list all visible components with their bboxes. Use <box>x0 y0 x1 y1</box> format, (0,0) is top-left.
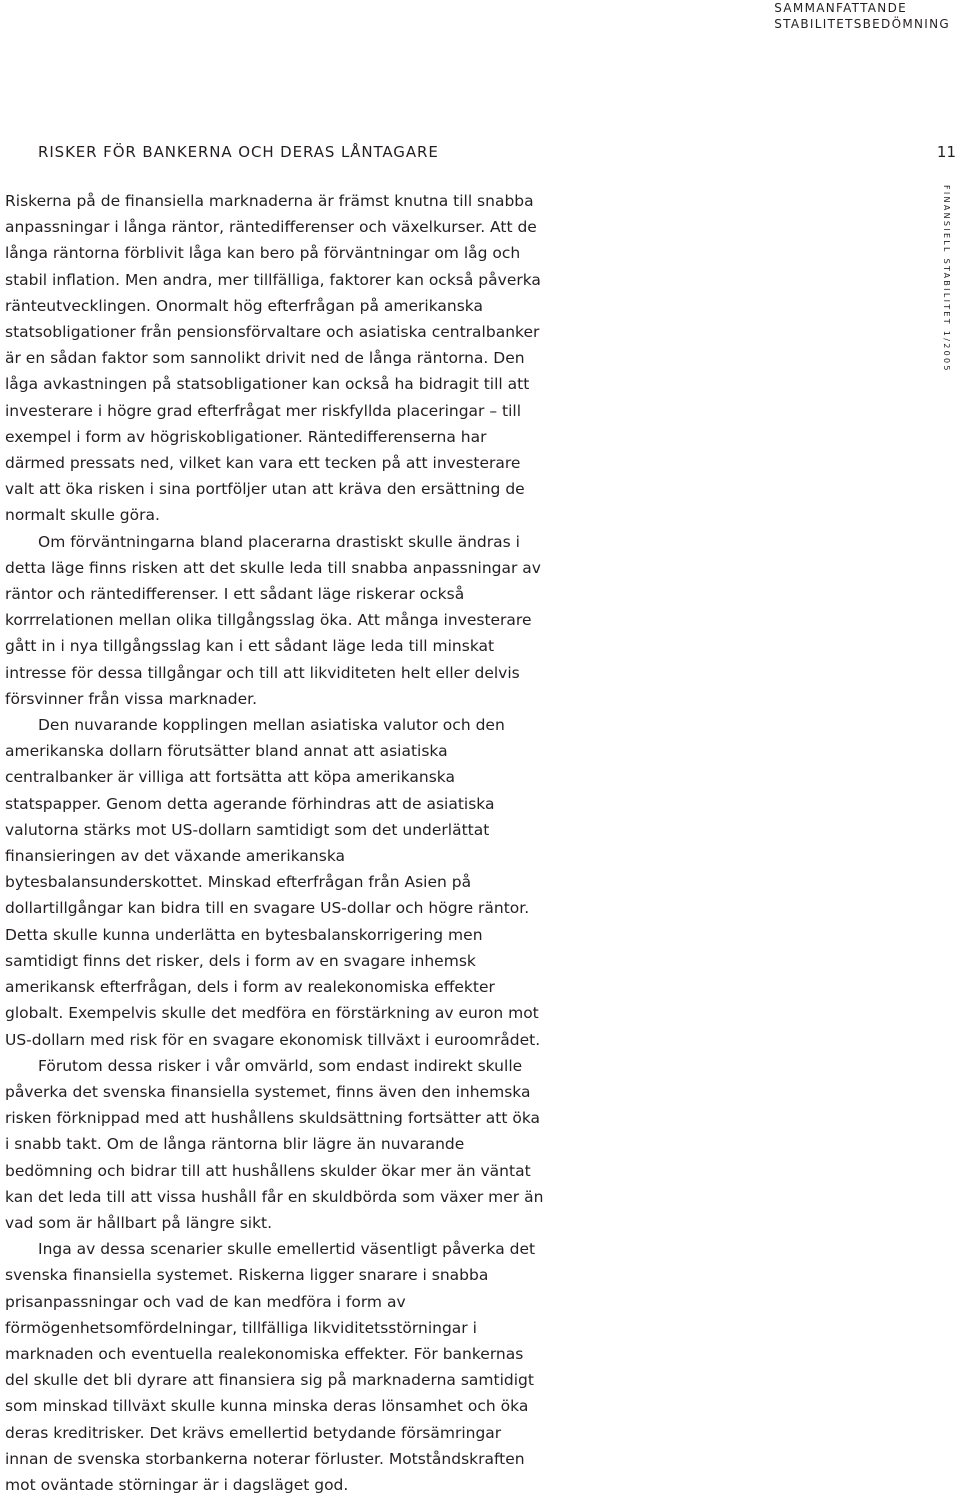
body-text <box>5 188 545 1498</box>
section-heading: RISKER FÖR BANKERNA OCH DERAS LÅNTAGARE <box>38 143 439 161</box>
page-number: 11 <box>936 143 956 161</box>
paragraph-4: Förutom dessa risker i vår omvärld, som endast indirekt skulle påverka det svenska finansiella systemet, finns även den inhemska risken förknippad med att hushållens skuldsättning fortsätter att öka i snabb takt. Om de långa räntorna blir lägre än nuvarande bedömning och bidrar till att hushållens skulder ökar mer än väntat kan det leda till att vissa hushåll får en skuldbörda som växer mer än vad som är hållbart på längre sikt. <box>5 1056 544 1232</box>
paragraph-3: Den nuvarande kopplingen mellan asiatiska valutor och den amerikanska dollarn förutsätter bland annat att asiatiska centralbanker är villiga att fortsätta att köpa amerikanska statspapper. Genom detta agerande förhindras att de asiatiska valutorna stärks mot US-dollarn samtidigt som det underlättat finansieringen av det växande amerikanska bytesbalansunderskottet. Minskad efterfrågan från Asien på dollartillgångar kan bidra till en svagare US-dollar och högre räntor. Detta skulle kunna underlätta en bytesbalanskorrigering men samtidigt finns det risker, dels i form av en svagare inhemsk amerikansk efterfrågan, dels i form av realekonomiska effekter globalt. Exempelvis skulle det medföra en förstärkning av euron mot US-dollarn med risk för en svagare ekonomisk tillväxt i euroområdet. <box>5 716 541 1049</box>
running-header <box>774 0 950 32</box>
running-header-line-2: STABILITETSBEDÖMNING <box>774 17 950 31</box>
paragraph-2: Om förväntningarna bland placerarna drastiskt skulle ändras i detta läge finns risken att det skulle leda till snabba anpassningar av räntor och räntedifferenser. I ett sådant läge riskerar också korrrelationen mellan olika tillgångsslag öka. Att många investerare gått in i nya tillgångsslag kan i ett sådant läge leda till minskat intresse för dessa tillgångar och till att likviditeten helt eller delvis försvinner från vissa marknader. <box>5 532 541 708</box>
paragraph-5: Inga av dessa scenarier skulle emellertid väsentligt påverka det svenska finansiella systemet. Riskerna ligger snarare i snabba prisanpassningar och vad de kan medföra i form av förmögenhetsomfördelningar, tillfälliga likviditetsstörningar i marknaden och eventuella realekonomiska effekter. För bankernas del skulle det bli dyrare att finansiera sig på marknaderna samtidigt som minskad tillväxt skulle kunna minska deras lönsamhet och öka deras kreditrisker. Det krävs emellertid betydande försämringar innan de svenska storbankerna noterar förluster. Motståndskraften mot oväntade störningar är i dagsläget god. <box>5 1240 536 1494</box>
publication-side-label: FINANSIELL STABILITET 1/2005 <box>942 185 951 373</box>
paragraph-1: Riskerna på de finansiella marknaderna är främst knutna till snabba anpassningar i långa räntor, räntedifferenser och växelkurser. Att de långa räntorna förblivit låga kan bero på förväntningar om låg och stabil inflation. Men andra, mer tillfälliga, faktorer kan också påverka ränteutvecklingen. Onormalt hög efterfrågan på amerikanska statsobligationer från pensionsförvaltare och asiatiska centralbanker är en sådan faktor som sannolikt drivit ned de långa räntorna. Den låga avkastningen på statsobligationer kan också ha bidragit till att investerare i högre grad efterfrågat mer riskfyllda placeringar – till exempel i form av högriskobligationer. Räntedifferenserna har därmed pressats ned, vilket kan vara ett tecken på att investerare valt att öka risken i sina portföljer utan att kräva den ersättning de normalt skulle göra. <box>5 192 541 525</box>
running-header-line-1: SAMMANFATTANDE <box>774 1 908 15</box>
